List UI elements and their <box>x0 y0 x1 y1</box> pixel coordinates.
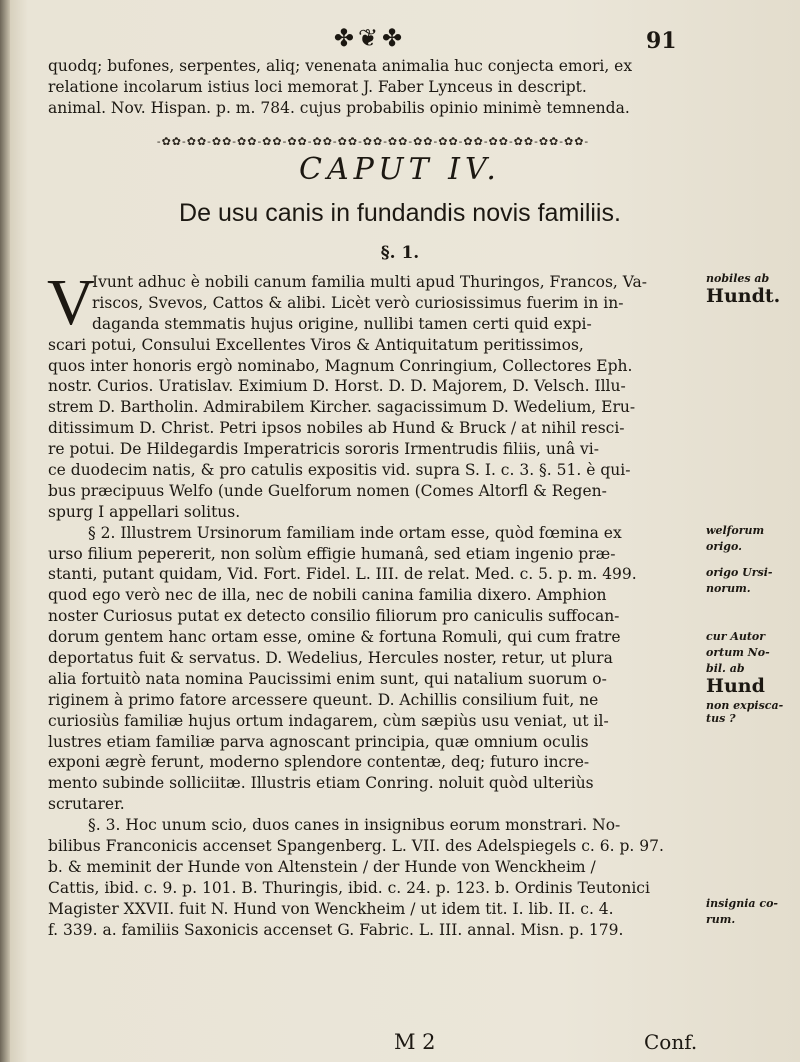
text-line: re potui. De Hildegardis Imperatricis sororis Irmentrudis filiis, unâ vi- <box>48 440 599 459</box>
text-line: b. & meminit der Hunde von Altenstein / der Hunde von Wenckheim / <box>48 857 596 876</box>
text-line: exponi ægrè ferunt, moderno splendore contentæ, deq; futuro incre- <box>48 753 590 772</box>
margin-note: rum. <box>706 913 736 926</box>
margin-note: norum. <box>706 582 751 595</box>
text-line: lustres etiam familiæ parva agnoscant principia, quæ omnium oculis <box>48 732 589 751</box>
text-line: quos inter honoris ergò nominabo, Magnum Conringium, Collectores Eph. <box>48 356 633 375</box>
page-number: 91 <box>646 28 677 54</box>
text-line: ce duodecim natis, & pro catulis expositis vid. supra S. I. c. 3. §. 51. è qui- <box>48 461 631 480</box>
text-line: ditissimum D. Christ. Petri ipsos nobiles ab Hund & Bruck / at nihil resci- <box>48 419 625 438</box>
text-line: quodq; bufones, serpentes, aliq; venenata animalia huc conjecta emori, ex <box>48 57 633 75</box>
margin-note: nobiles ab <box>706 272 770 285</box>
section-mark: §. 1. <box>380 243 420 263</box>
text-line: riscos, Svevos, Cattos & alibi. Licèt verò curiosissimus fuerim in in- <box>92 293 624 312</box>
text-line: bus præcipuus Welfo (unde Guelforum nomen (Comes Altorfl & Regen- <box>48 481 607 500</box>
margin-note: insignia co- <box>706 897 778 910</box>
text-line: strem D. Bartholin. Admirabilem Kircher. sagacissimum D. Wedelium, Eru- <box>48 398 636 417</box>
text-line: quod ego verò nec de illa, nec de nobili canina familia dixero. Amphion <box>48 586 607 605</box>
signature-mark: M 2 <box>394 1030 436 1054</box>
margin-note: Hund <box>706 675 765 697</box>
margin-note: non expisca- <box>706 699 784 712</box>
chapter-subtitle: De usu canis in fundandis novis familiis. <box>179 199 621 227</box>
text-line: urso filium pepererit, non solùm effigie humanâ, sed etiam ingenio præ- <box>48 544 616 563</box>
margin-note: tus ? <box>706 712 736 725</box>
text-line: riginem à primo fatore arcessere queunt. D. Achillis consilium fuit, ne <box>48 690 599 709</box>
margin-note: ortum No- <box>706 646 770 659</box>
text-line: Ivunt adhuc è nobili canum familia multi apud Thuringos, Francos, Va- <box>92 273 648 291</box>
margin-note: Hundt. <box>706 285 781 307</box>
margin-note: bil. ab <box>706 662 745 675</box>
text-line: spurg I appellari solitus. <box>48 502 241 521</box>
drop-capital: V <box>47 266 95 339</box>
text-line: f. 339. a. familiis Saxonicis accenset G. Fabric. L. III. annal. Misn. p. 179. <box>48 920 624 939</box>
text-line: animal. Nov. Hispan. p. m. 784. cujus probabilis opinio minimè temnenda. <box>48 98 630 117</box>
catchword: Conf. <box>644 1030 698 1054</box>
ornamental-divider: -✿✿-✿✿-✿✿-✿✿-✿✿-✿✿-✿✿-✿✿-✿✿-✿✿-✿✿-✿✿-✿✿-✿✿-✿✿-✿✿-✿✿- <box>156 137 590 147</box>
text-line: stanti, putant quidam, Vid. Fort. Fidel. L. III. de relat. Med. c. 5. p. m. 499. <box>48 565 637 584</box>
text-line: deportatus fuit & servatus. D. Wedelius, Hercules noster, retur, ut plura <box>48 649 613 668</box>
text-line: alia fortuitò nata nomina Paucissimi enim sunt, qui natalium suorum o- <box>48 669 607 688</box>
body-text <box>47 266 704 941</box>
header-ornament: ✤❦✤ <box>333 24 407 52</box>
text-line: relatione incolarum istius loci memorat J. Faber Lynceus in descript. <box>48 77 587 96</box>
margin-note: origo Ursi- <box>706 566 773 579</box>
text-line: curiosiùs familiæ hujus ortum indagarem, cùm sæpiùs usu veniat, ut il- <box>48 711 609 730</box>
text-line: daganda stemmatis hujus origine, nullibi tamen certi quid expi- <box>92 314 592 333</box>
text-line: Magister XXVII. fuit N. Hund von Wenckheim / ut idem tit. I. lib. II. c. 4. <box>48 899 614 918</box>
text-line: §. 3. Hoc unum scio, duos canes in insignibus eorum monstrari. No- <box>88 816 621 835</box>
margin-note: welforum <box>706 524 765 537</box>
text-line: dorum gentem hanc ortam esse, omine & fortuna Romuli, qui cum fratre <box>48 628 621 647</box>
text-line: bilibus Franconicis accenset Spangenberg. L. VII. des Adelspiegels c. 6. p. 97. <box>48 837 664 856</box>
margin-note: cur Autor <box>706 630 766 643</box>
margin-note: origo. <box>706 540 742 553</box>
text-line: noster Curiosus putat ex detecto consilio filiorum pro caniculis suffocan- <box>48 607 620 626</box>
text-line: § 2. Illustrem Ursinorum familiam inde ortam esse, quòd fœmina ex <box>88 523 622 542</box>
text-line: scari potui, Consului Excellentes Viros & Antiquitatum peritissimos, <box>48 335 584 354</box>
chapter-title: CAPUT IV. <box>299 152 501 187</box>
text-line: scrutarer. <box>48 795 125 814</box>
text-line: Cattis, ibid. c. 9. p. 101. B. Thuringis, ibid. c. 24. p. 123. b. Ordinis Teutonici <box>48 878 650 897</box>
text-line: mento subinde solliciitæ. Illustris etiam Conring. noluit quòd ulteriùs <box>48 774 594 793</box>
text-line: nostr. Curios. Uratislav. Eximium D. Horst. D. D. Majorem, D. Velsch. Illu- <box>48 377 626 396</box>
top-paragraph <box>48 56 704 119</box>
